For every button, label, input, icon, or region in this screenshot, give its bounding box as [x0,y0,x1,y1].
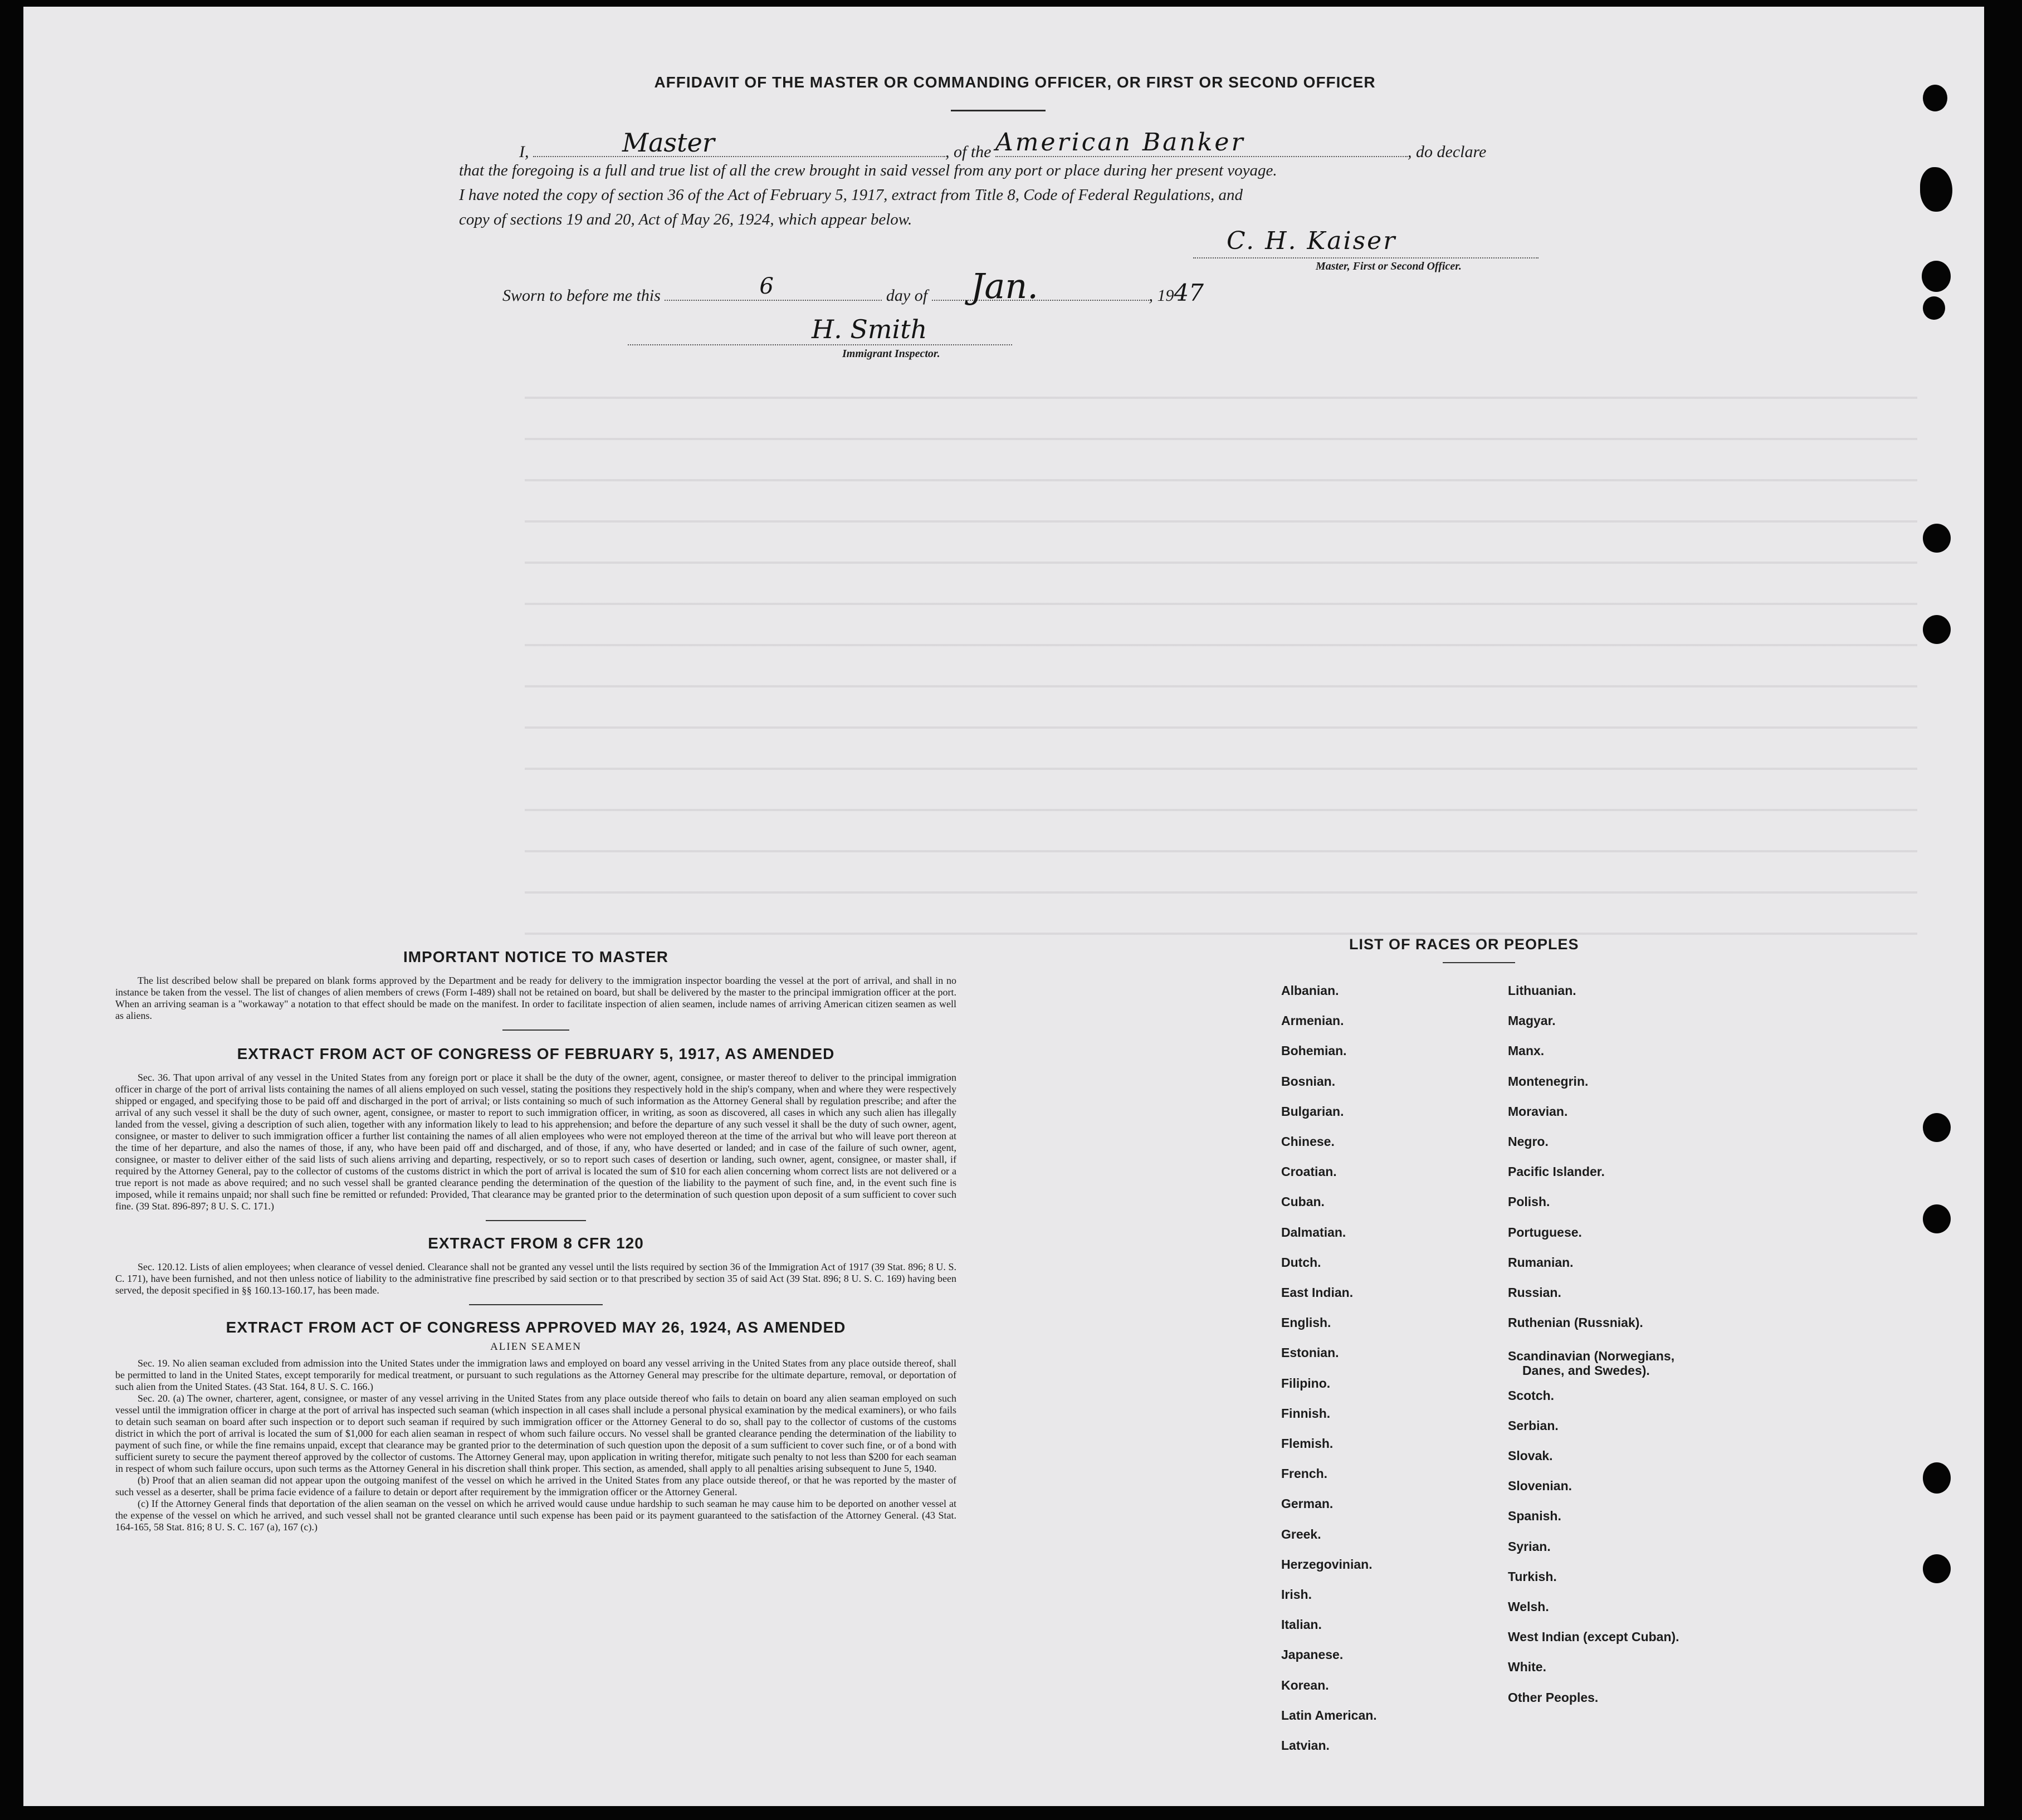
race-item: Pacific Islander. [1508,1164,1605,1179]
race-item: Welsh. [1508,1599,1549,1614]
sworn-month-handwritten: Jan. [970,266,1038,306]
signature-label: Master, First or Second Officer. [1316,260,1462,272]
race-item: Manx. [1508,1043,1545,1058]
extract-1924-sec20c: (c) If the Attorney General finds that deportation of the alien seaman on the vessel on which he arrived would cause undue hardship to such seaman he may cause him to be deported on another vessel at the expense of the vessel on which he arrived, and such vessel shall not be granted clearance until such expense has been paid or its payment guaranteed to the satisfaction of the Attorney General. (43 Stat. 164-165, 58 Stat. 816; 8 U. S. C. 167 (a), 167 (c).) [115,1498,956,1533]
race-item: Finnish. [1281,1406,1331,1421]
race-item: German. [1281,1496,1334,1511]
binder-hole [1923,85,1947,111]
race-item: Irish. [1281,1587,1312,1602]
binder-hole [1923,1113,1951,1142]
race-item: Flemish. [1281,1436,1334,1451]
declaration-line-2: that the foregoing is a full and true list of all the crew brought in said vessel from any port or place during her present voyage. [459,162,1277,179]
inspector-field [628,316,1012,345]
race-item: Filipino. [1281,1375,1331,1390]
race-item: Croatian. [1281,1164,1337,1179]
declaration-line-3: I have noted the copy of section 36 of the Act of February 5, 1917, extract from Title 8, Code of Federal Regulations, and [459,186,1243,204]
race-item: Turkish. [1508,1569,1557,1584]
race-item: Danes, and Swedes). [1522,1363,1650,1378]
notice-heading: IMPORTANT NOTICE TO MASTER [403,948,669,965]
sworn-day-field [665,274,882,301]
race-item: Magyar. [1508,1013,1556,1028]
race-item: White. [1508,1660,1546,1675]
race-item: Cuban. [1281,1194,1325,1209]
title-rule [951,110,1046,111]
sworn-year-prefix: , 19 [1149,286,1174,305]
binder-hole [1923,1204,1951,1233]
race-item: Moravian. [1508,1104,1568,1119]
sworn-day-label: day of [886,286,928,305]
extract-1924-heading: EXTRACT FROM ACT OF CONGRESS APPROVED MAY 26, 1924, AS AMENDED [226,1319,846,1336]
extract-1917-heading: EXTRACT FROM ACT OF CONGRESS OF FEBRUARY 5, 1917, AS AMENDED [237,1045,835,1062]
race-item: Japanese. [1281,1647,1344,1662]
races-rule [1443,962,1515,963]
inspector-signature: H. Smith [812,314,927,344]
race-item: Rumanian. [1508,1255,1574,1270]
race-item: Montenegrin. [1508,1074,1589,1089]
declaration-mid: , of the [945,143,992,161]
race-item: Chinese. [1281,1134,1335,1149]
binder-hole [1923,524,1951,553]
divider [502,1029,569,1031]
race-item: East Indian. [1281,1285,1354,1300]
sworn-month-field [932,266,1149,306]
extract-cfr-heading: EXTRACT FROM 8 CFR 120 [428,1235,644,1252]
binder-hole [1923,1462,1951,1494]
race-item: Latin American. [1281,1707,1377,1723]
extract-1924-sec20a: Sec. 20. (a) The owner, charterer, agent, consignee, or master of any vessel arriving in the United States from any place outside thereof who fails to detain on board any alien seaman employed on such vessel until the immigration officer in charge at the port of arrival has inspected such seaman (which inspection in all cases shall include a personal physical examination by the medical examiners), or who fails to detain such seaman on board after such inspection or to deport such seaman if required by such immigration officer or the Attorney General to do so, shall pay to the collector of customs of the customs district in which the port of arrival is located the sum of $1,000 for each alien seaman in respect of whom such failure occurs. No vessel shall be granted clearance pending the determination of the liability to payment of such fine, or while the fine remains unpaid, except that clearance may be granted prior to the determination of such question upon the deposit of a sum sufficient to cover such fine, or of a bond with sufficient surety to secure the payment thereof approved by the collector of customs. The Attorney General may, upon application in writing therefor, mitigate such penalty to not less than $200 for each seaman in respect of whom such failure occurs, upon such terms as the Attorney General in his discretion shall think proper. This section, as amended, shall apply to all penalties arising subsequent to June 5, 1940. [115,1393,956,1474]
extract-cfr-text: Sec. 120.12. Lists of alien employees; when clearance of vessel denied. Clearance shall not be granted any vessel until the lists required by section 36 of the Immigration Act of 1917 (39 Stat. 896; 8 U. S. C. 171), have been furnished, and not then unless notice of liability to the administrative fine prescribed by said section or to that prescribed by section 35 of said Act (39 Stat. 896; 8 U. S. C. 169) having been served, the deposit specified in §§ 160.13-160.17, has been made. [115,1261,956,1296]
race-item: Herzegovinian. [1281,1556,1373,1572]
race-item: Armenian. [1281,1013,1344,1028]
vessel-name-field [995,128,1408,157]
race-item: Albanian. [1281,983,1339,998]
signature-field [1193,227,1539,258]
race-item: Other Peoples. [1508,1690,1599,1705]
race-item: Greek. [1281,1526,1321,1541]
inspector-label: Immigrant Inspector. [842,348,940,360]
race-item: Portuguese. [1508,1224,1582,1240]
sworn-day-handwritten: 6 [759,274,774,299]
document-page [23,7,1984,1806]
race-item: Scandinavian (Norwegians, [1508,1349,1675,1364]
sworn-line [502,266,1338,308]
race-item: Negro. [1508,1134,1549,1149]
binder-hole [1922,261,1951,292]
master-signature: C. H. Kaiser [1227,227,1397,255]
race-item: Korean. [1281,1677,1329,1692]
notice-section [115,948,956,1533]
race-item: Italian. [1281,1617,1322,1632]
race-item: Bosnian. [1281,1074,1336,1089]
binder-hole [1920,167,1952,212]
race-item: Spanish. [1508,1509,1561,1524]
race-item: English. [1281,1315,1331,1330]
race-item: Latvian. [1281,1738,1330,1753]
extract-1917-text: Sec. 36. That upon arrival of any vessel in the United States from any foreign port or place it shall be the duty of the owner, agent, consignee, or master thereof to deliver to the principal immigration officer in charge of the port of arrival lists containing the names of all aliens employed on such vessel, stating the positions they respectively hold in the ship's company, when and where they were respectively shipped or engaged, and specifying those to be paid off and discharged in the port of arrival; or lists containing so much of such information as the Attorney General shall by regulation prescribe; and after the arrival of any such vessel it shall be the duty of such owner, agent, consignee, or master to report to such immigration officer, in writing, as soon as discovered, all cases in which any such alien has illegally landed from the vessel, giving a description of such alien, together with any information likely to lead to his apprehension; and before the departure of any such vessel it shall be the duty of such owner, agent, consignee, or master to deliver to such immigration officer a further list containing the names of all alien employees who were not employed thereon at the time of the arrival but who will leave port thereon at the time of her departure, and also the names of those, if any, who have been paid off and discharged, and of those, if any, who have deserted or landed; and in case of the failure of such owner, agent, consignee, or master to deliver either of the said lists of such aliens arriving and departing, respectively, or so to report such cases of desertion or landing, such owner, agent, consignee, or master shall, if required by the Attorney General, pay to the collector of customs of the customs district in which the port of arrival is located the sum of $10 for each alien concerning whom correct lists are not delivered or a true report is not made as above required; and no such vessel shall be granted clearance pending the determination of the question of the liability to the payment of such fine, and, in the event such fine is imposed, while it remains unpaid; nor shall such fine be remitted or refunded: Provided, That clearance may be granted prior to the determination of such question upon deposit of a sum sufficient to cover such fine. (39 Stat. 896-897; 8 U. S. C. 171.) [115,1072,956,1212]
race-item: Dalmatian. [1281,1224,1346,1240]
binder-hole [1923,1554,1951,1583]
race-item: Slovak. [1508,1448,1553,1463]
master-name-field [533,128,945,158]
divider [469,1304,603,1305]
bleed-through-shadow [525,363,1917,943]
declaration-line-4: copy of sections 19 and 20, Act of May 26, 1924, which appear below. [459,211,912,228]
master-name-handwritten: Master [622,128,715,158]
race-item: Lithuanian. [1508,983,1576,998]
declaration-suffix: , do declare [1408,143,1487,161]
notice-text: The list described below shall be prepared on blank forms approved by the Department and be ready for delivery to the immigration inspector boarding the vessel at the port of arrival, and shall in no instance be taken from the vessel. The list of changes of alien members of crews (Form I-489) shall not be retained on board, but shall be delivered by the master to the principal immigration officer at the port. When an arriving seaman is a "workaway" a notation to that effect should be made on the manifest. In order to facilitate inspection of alien seamen, include names of arriving American citizen seamen as well as aliens. [115,975,956,1021]
race-item: Syrian. [1508,1539,1551,1554]
race-item: Ruthenian (Russniak). [1508,1315,1643,1330]
race-item: Serbian. [1508,1418,1559,1433]
race-item: Scotch. [1508,1388,1555,1403]
race-item: Russian. [1508,1285,1561,1300]
extract-1924-subheading: ALIEN SEAMEN [490,1341,582,1353]
affidavit-title: AFFIDAVIT OF THE MASTER OR COMMANDING OFFICER, OR FIRST OR SECOND OFFICER [654,74,1376,91]
divider [486,1220,586,1221]
race-item: Estonian. [1281,1345,1339,1360]
races-heading: LIST OF RACES OR PEOPLES [1349,936,1579,953]
race-item: Dutch. [1281,1255,1321,1270]
extract-1924-sec19: Sec. 19. No alien seaman excluded from admission into the United States under the immigration laws and employed on board any vessel arriving in the United States from any place outside thereof, shall be permitted to land in the United States, except temporarily for medical treatment, or pursuant to such regulations as the Attorney General may prescribe for the ultimate departure, removal, or deportation of such alien from the United States. (43 Stat. 164, 8 U. S. C. 166.) [115,1358,956,1392]
extract-1924-sec20b: (b) Proof that an alien seaman did not appear upon the outgoing manifest of the vessel on which he arrived in the United States from any place outside thereof, or that he was reported by the master of such vessel as a deserter, shall be prima facie evidence of a failure to detain or deport after requirement by the immigration officer or the Attorney General. [115,1475,956,1497]
race-item: French. [1281,1466,1328,1481]
vessel-name-handwritten: American Banker [995,128,1246,157]
race-item: Bohemian. [1281,1043,1347,1058]
race-item: Polish. [1508,1194,1550,1209]
race-item: West Indian (except Cuban). [1508,1629,1679,1645]
sworn-year-handwritten: 47 [1174,279,1204,306]
race-item: Bulgarian. [1281,1104,1344,1119]
binder-hole [1923,296,1945,320]
race-item: Slovenian. [1508,1479,1572,1494]
binder-hole [1923,615,1951,644]
sworn-prefix: Sworn to before me this [502,286,661,305]
declaration-prefix: I, [519,143,529,161]
